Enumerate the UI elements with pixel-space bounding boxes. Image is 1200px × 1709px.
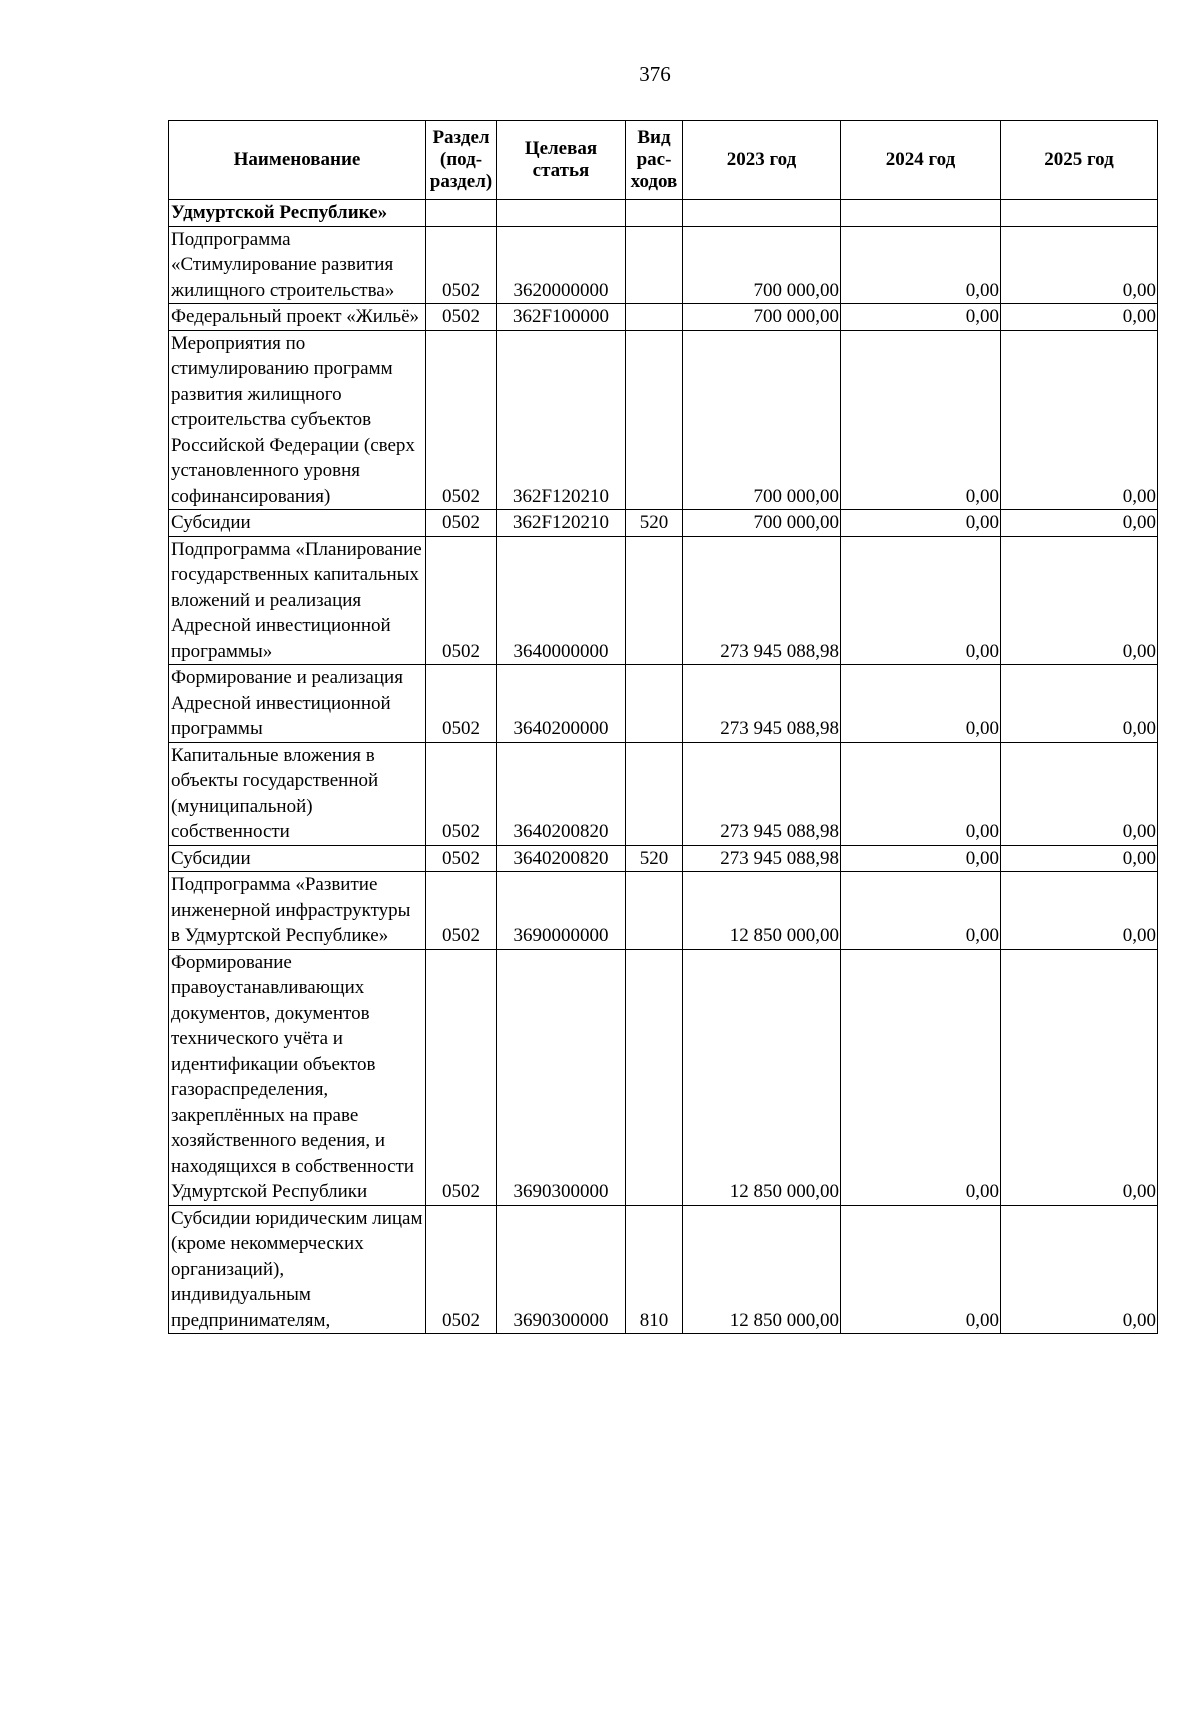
cell-2023: 700 000,00 [683, 304, 841, 331]
cell-2025: 0,00 [1001, 330, 1158, 510]
cell-name: Мероприятия по стимулированию программ развития жилищного строительства субъектов Российской Федерации (сверх установленного уровня софинансирования) [169, 330, 426, 510]
cell-2024: 0,00 [841, 742, 1001, 845]
cell-2024: 0,00 [841, 510, 1001, 537]
page-number: 376 [639, 62, 671, 86]
cell-2025: 0,00 [1001, 872, 1158, 950]
cell-2025: 0,00 [1001, 226, 1158, 304]
cell-section: 0502 [426, 510, 497, 537]
cell-2024: 0,00 [841, 845, 1001, 872]
table-row [169, 200, 1158, 227]
cell-2024: 0,00 [841, 226, 1001, 304]
cell-2024: 0,00 [841, 665, 1001, 743]
cell-kind [626, 304, 683, 331]
cell-target: 3640200820 [497, 845, 626, 872]
cell-2025: 0,00 [1001, 665, 1158, 743]
cell-section: 0502 [426, 742, 497, 845]
cell-kind: 810 [626, 1205, 683, 1334]
cell-2023: 700 000,00 [683, 510, 841, 537]
cell-2024: 0,00 [841, 949, 1001, 1205]
table-row [169, 742, 1158, 845]
header-name: Наименование [169, 121, 426, 200]
cell-2024: 0,00 [841, 330, 1001, 510]
cell-name: Субсидии юридическим лицам (кроме некоммерческих организаций), индивидуальным предпринимателям, [169, 1205, 426, 1334]
cell-2023: 700 000,00 [683, 226, 841, 304]
cell-2024: 0,00 [841, 1205, 1001, 1334]
cell-section [426, 200, 497, 227]
header-section: Раздел (под-раздел) [426, 121, 497, 200]
cell-2023: 273 945 088,98 [683, 742, 841, 845]
cell-section: 0502 [426, 536, 497, 665]
cell-2025: 0,00 [1001, 742, 1158, 845]
table-row [169, 845, 1158, 872]
cell-2023: 273 945 088,98 [683, 665, 841, 743]
cell-2025 [1001, 200, 1158, 227]
cell-section: 0502 [426, 949, 497, 1205]
cell-target: 3690300000 [497, 1205, 626, 1334]
cell-name: Удмуртской Республике» [169, 200, 426, 227]
cell-name: Подпрограмма «Планирование государственных капитальных вложений и реализация Адресной инвестиционной программы» [169, 536, 426, 665]
cell-2024: 0,00 [841, 536, 1001, 665]
cell-target: 3640200820 [497, 742, 626, 845]
table-row [169, 510, 1158, 537]
cell-target: 3690000000 [497, 872, 626, 950]
cell-section: 0502 [426, 1205, 497, 1334]
cell-target: 362F100000 [497, 304, 626, 331]
cell-2023: 273 945 088,98 [683, 845, 841, 872]
cell-2023 [683, 200, 841, 227]
cell-kind [626, 742, 683, 845]
cell-section: 0502 [426, 872, 497, 950]
header-row [169, 121, 1158, 200]
cell-name: Подпрограмма «Развитие инженерной инфраструктуры в Удмуртской Республике» [169, 872, 426, 950]
cell-kind [626, 536, 683, 665]
cell-2023: 12 850 000,00 [683, 949, 841, 1205]
cell-target: 362F120210 [497, 510, 626, 537]
cell-2024: 0,00 [841, 304, 1001, 331]
cell-2025: 0,00 [1001, 1205, 1158, 1334]
cell-2023: 700 000,00 [683, 330, 841, 510]
cell-2024: 0,00 [841, 872, 1001, 950]
cell-name: Капитальные вложения в объекты государственной (муниципальной) собственности [169, 742, 426, 845]
cell-kind [626, 226, 683, 304]
header-2023: 2023 год [683, 121, 841, 200]
cell-kind: 520 [626, 510, 683, 537]
table-row [169, 304, 1158, 331]
cell-kind [626, 949, 683, 1205]
cell-target: 3640000000 [497, 536, 626, 665]
cell-section: 0502 [426, 304, 497, 331]
cell-2023: 273 945 088,98 [683, 536, 841, 665]
cell-name: Подпрограмма «Стимулирование развития жилищного строительства» [169, 226, 426, 304]
cell-section: 0502 [426, 330, 497, 510]
table-row [169, 872, 1158, 950]
cell-kind [626, 665, 683, 743]
header-2025: 2025 год [1001, 121, 1158, 200]
cell-name: Формирование и реализация Адресной инвестиционной программы [169, 665, 426, 743]
table-body [169, 200, 1158, 1334]
cell-kind [626, 330, 683, 510]
table-row [169, 1205, 1158, 1334]
cell-name: Формирование правоустанавливающих документов, документов технического учёта и идентификации объектов газораспределения, закреплённых на праве хозяйственного ведения, и находящихся в собственности Удмуртской Республики [169, 949, 426, 1205]
table-row [169, 536, 1158, 665]
cell-section: 0502 [426, 226, 497, 304]
cell-2025: 0,00 [1001, 949, 1158, 1205]
cell-target: 3690300000 [497, 949, 626, 1205]
budget-table [168, 120, 1158, 1334]
header-2024: 2024 год [841, 121, 1001, 200]
cell-name: Субсидии [169, 510, 426, 537]
table-row [169, 665, 1158, 743]
cell-kind [626, 872, 683, 950]
table-row [169, 226, 1158, 304]
cell-target: 362F120210 [497, 330, 626, 510]
cell-2023: 12 850 000,00 [683, 872, 841, 950]
cell-target: 3640200000 [497, 665, 626, 743]
cell-kind [626, 200, 683, 227]
header-target: Целевая статья [497, 121, 626, 200]
cell-target: 3620000000 [497, 226, 626, 304]
cell-section: 0502 [426, 845, 497, 872]
cell-2025: 0,00 [1001, 510, 1158, 537]
table-row [169, 949, 1158, 1205]
cell-2025: 0,00 [1001, 536, 1158, 665]
cell-name: Субсидии [169, 845, 426, 872]
table-row [169, 330, 1158, 510]
cell-target [497, 200, 626, 227]
cell-2025: 0,00 [1001, 304, 1158, 331]
cell-kind: 520 [626, 845, 683, 872]
cell-2025: 0,00 [1001, 845, 1158, 872]
cell-2023: 12 850 000,00 [683, 1205, 841, 1334]
header-kind: Вид рас-ходов [626, 121, 683, 200]
cell-2024 [841, 200, 1001, 227]
cell-name: Федеральный проект «Жильё» [169, 304, 426, 331]
cell-section: 0502 [426, 665, 497, 743]
